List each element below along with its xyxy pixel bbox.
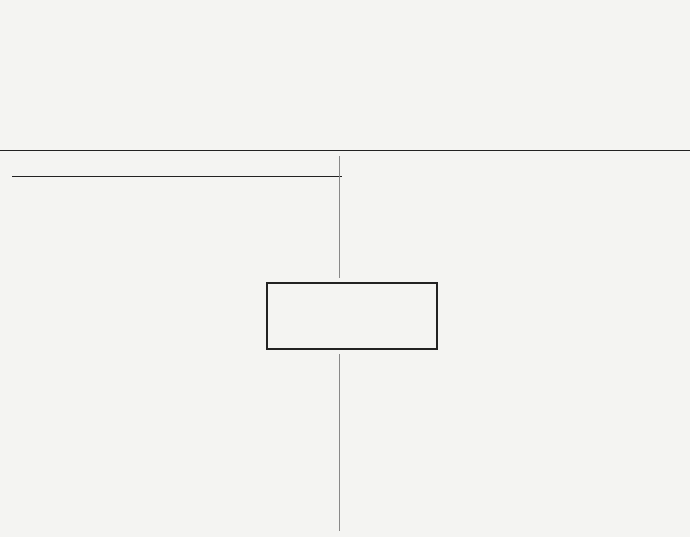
headline-line-2 — [65, 75, 625, 139]
subheadline-box — [266, 282, 438, 350]
dateline — [12, 156, 342, 177]
headline — [0, 0, 690, 151]
headline-line-1 — [65, 11, 625, 75]
